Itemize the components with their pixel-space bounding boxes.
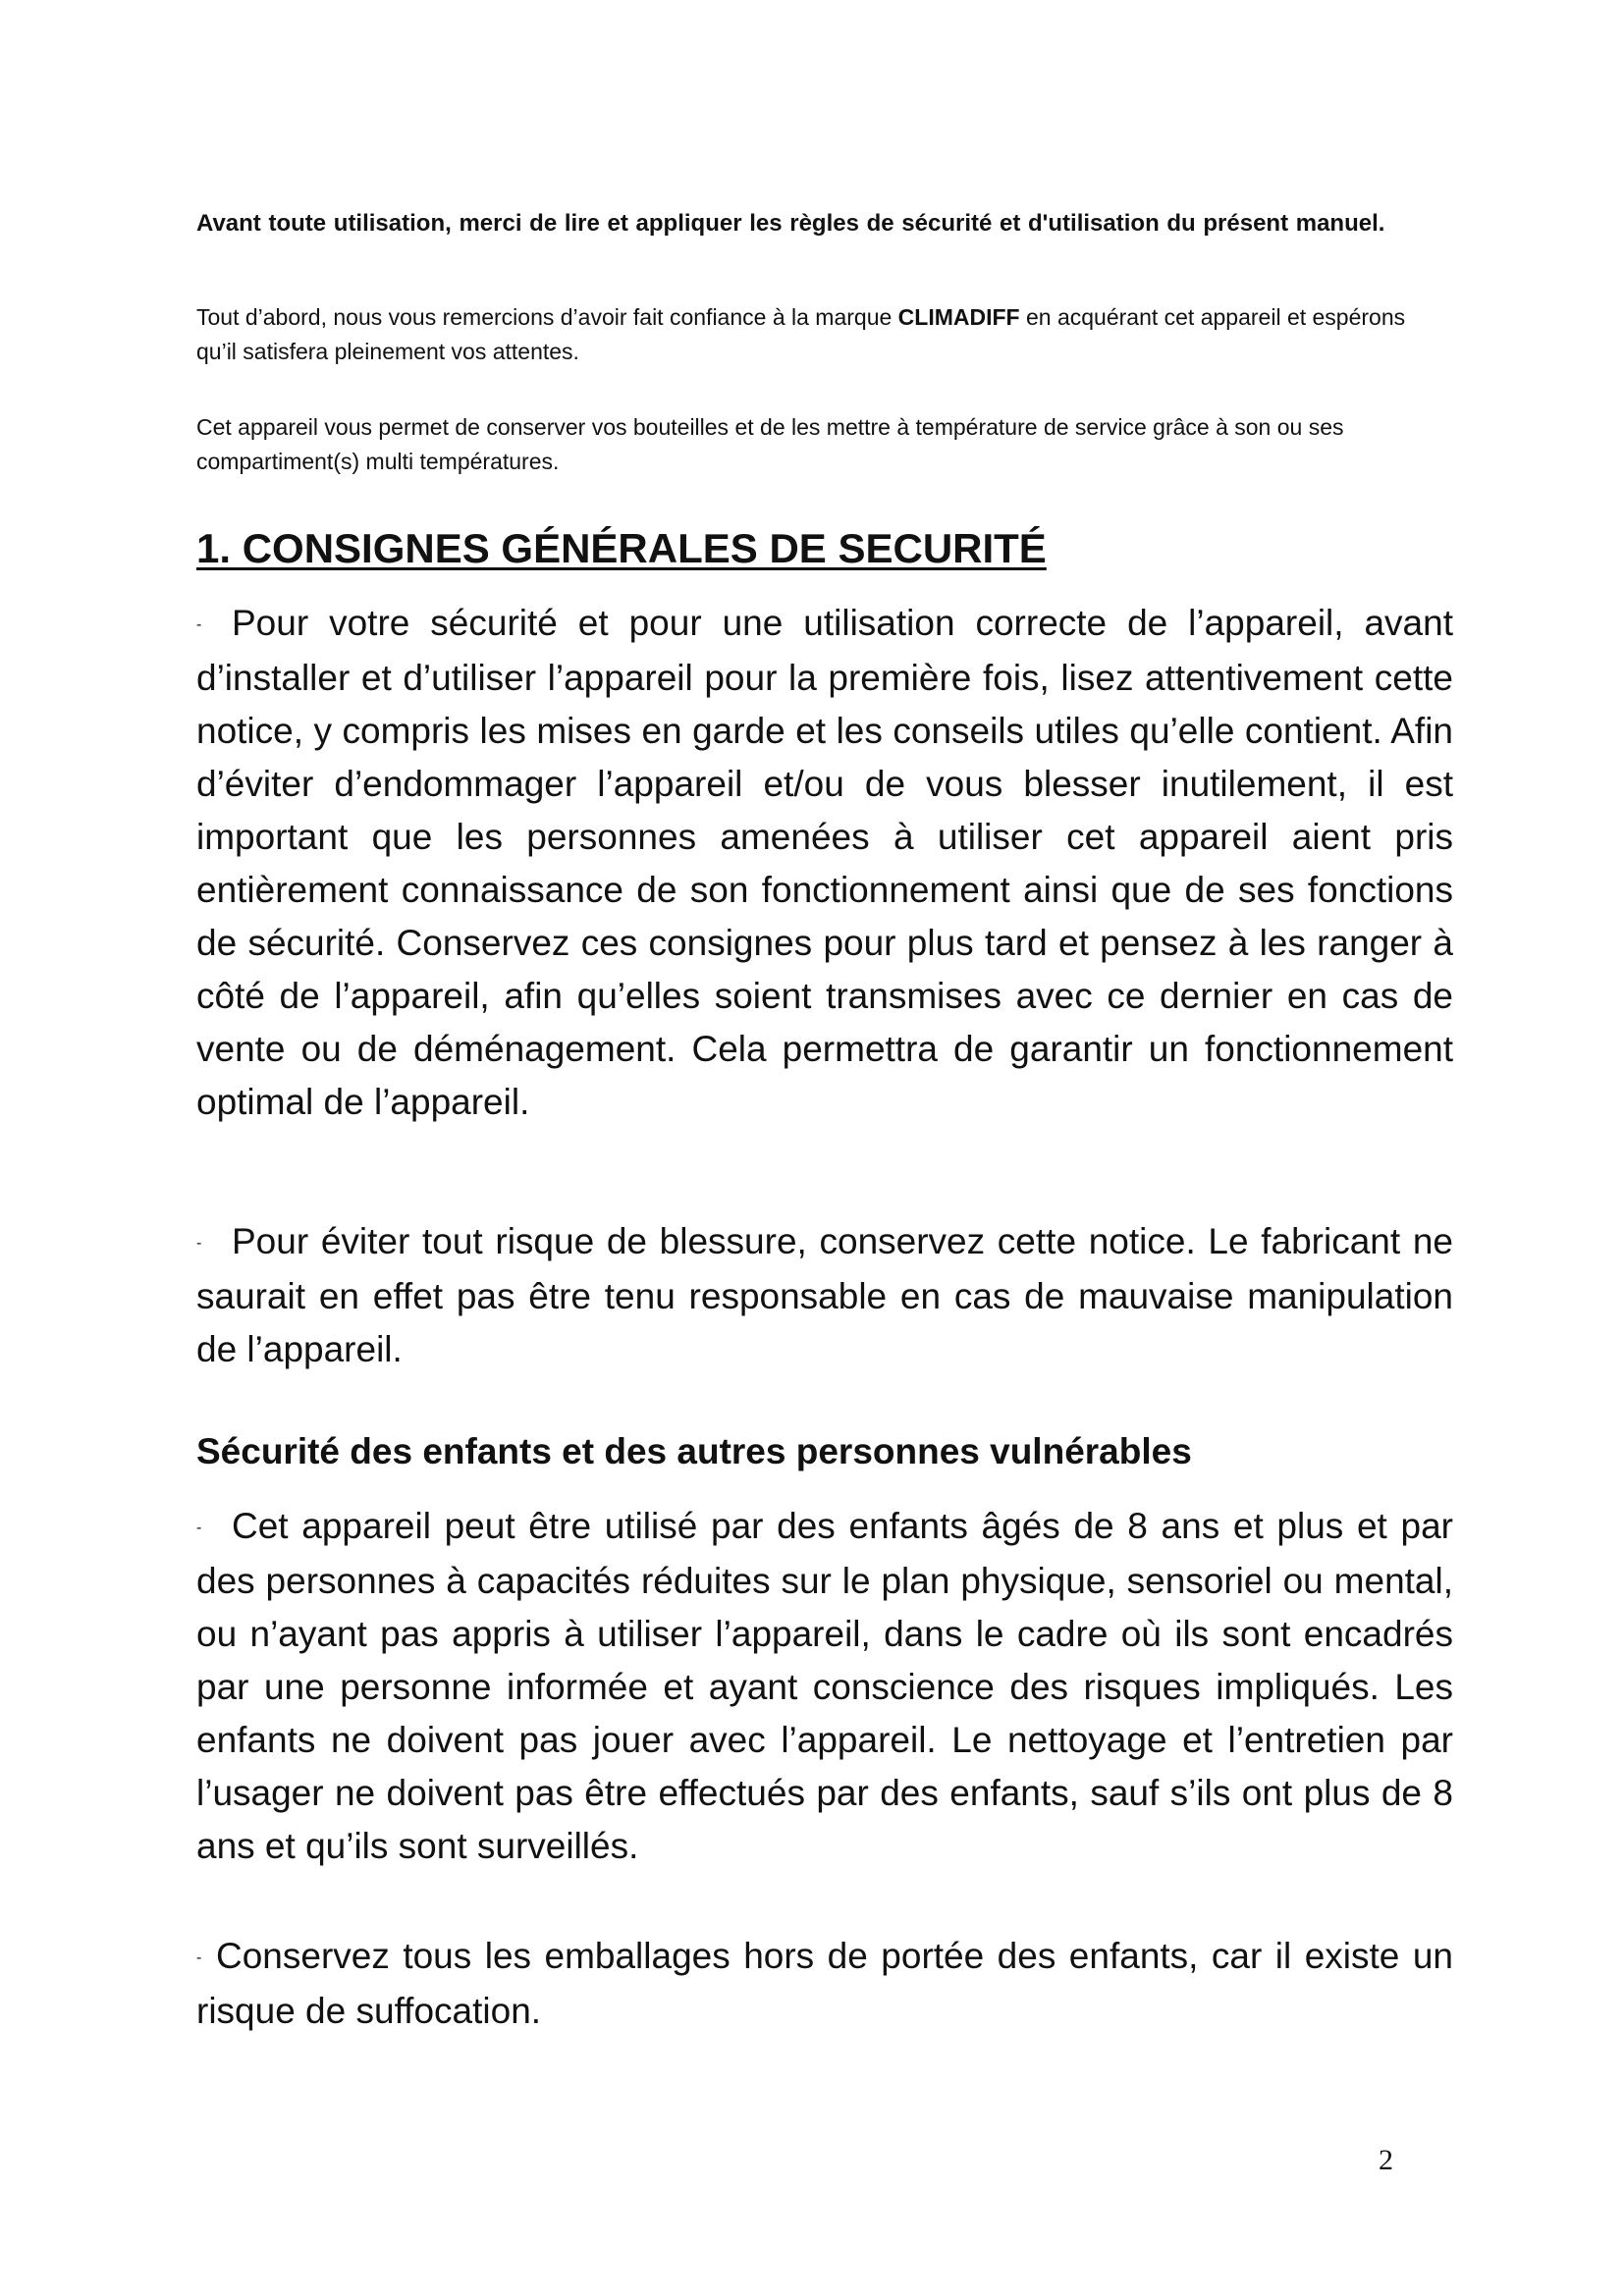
intro-thanks-after: en acquérant cet appareil et espérons qu’il satisfera pleinement vos attentes. (196, 304, 1406, 364)
safety-paragraph-text: Pour votre sécurité et pour une utilisation correcte de l’appareil, avant d’installer et d’utiliser l’appareil pour la première fois, lisez attentivement cette notice, y compris les mises en garde et les conseils utiles qu’elle contient. Afin d’éviter d’endommager l’appareil et/ou de vous blesser inutilement, il est important que les personnes amenées à utiliser cet appareil aient pris entièrement connaissance de son fonctionnement ainsi que de ses fonctions de sécurité. Conservez ces consignes pour plus tard et pensez à les ranger à côté de l’appareil, afin qu’elles soient transmises avec ce dernier en cas de vente ou de déménagement. Cela permettra de garantir un fonctionnement optimal de l’appareil. (196, 603, 1453, 1123)
safety-paragraph (196, 597, 1453, 1129)
bullet-dash: - (196, 1949, 202, 1967)
subsection-title: Sécurité des enfants et des autres personnes vulnérables (196, 1431, 1192, 1471)
page-number: 2 (1379, 2144, 1393, 2176)
children-paragraph (196, 1500, 1453, 1873)
brand-name: CLIMADIFF (897, 304, 1020, 330)
bullet-dash: - (196, 1235, 202, 1253)
safety-paragraph-text: Pour éviter tout risque de blessure, conservez cette notice. Le fabricant ne saurait en effet pas être tenu responsable en cas de mauvaise manipulation de l’appareil. (196, 1221, 1453, 1370)
bullet-dash: - (196, 1520, 202, 1537)
children-paragraph-text: Cet appareil peut être utilisé par des enfants âgés de 8 ans et plus et par des personnes à capacités réduites sur le plan physique, sensoriel ou mental, ou n’ayant pas appris à utiliser l’appareil, dans le cadre où ils sont encadrés par une personne informée et ayant conscience des risques impliqués. Les enfants ne doivent pas jouer avec l’appareil. Le nettoyage et l’entretien par l’usager ne doivent pas être effectués par des enfants, sauf s’ils ont plus de 8 ans et qu’ils sont surveillés. (196, 1506, 1453, 1867)
intro-thanks-before: Tout d’abord, nous vous remercions d’avoir fait confiance à la marque (196, 304, 898, 330)
intro-thanks (196, 300, 1434, 369)
intro-usage: Cet appareil vous permet de conserver vos bouteilles et de les mettre à température de service grâce à son ou ses compartiment(s) multi températures. (196, 414, 1344, 474)
children-paragraph-text: Conservez tous les emballages hors de portée des enfants, car il existe un risque de suffocation. (196, 1936, 1453, 2032)
intro-notice: Avant toute utilisation, merci de lire et appliquer les règles de sécurité et d'utilisation du présent manuel. (196, 210, 1385, 237)
bullet-dash: - (196, 616, 202, 634)
safety-paragraph (196, 1215, 1453, 1376)
children-paragraph (196, 1930, 1453, 2038)
section-title: 1. CONSIGNES GÉNÉRALES DE SECURITÉ (196, 525, 1047, 571)
